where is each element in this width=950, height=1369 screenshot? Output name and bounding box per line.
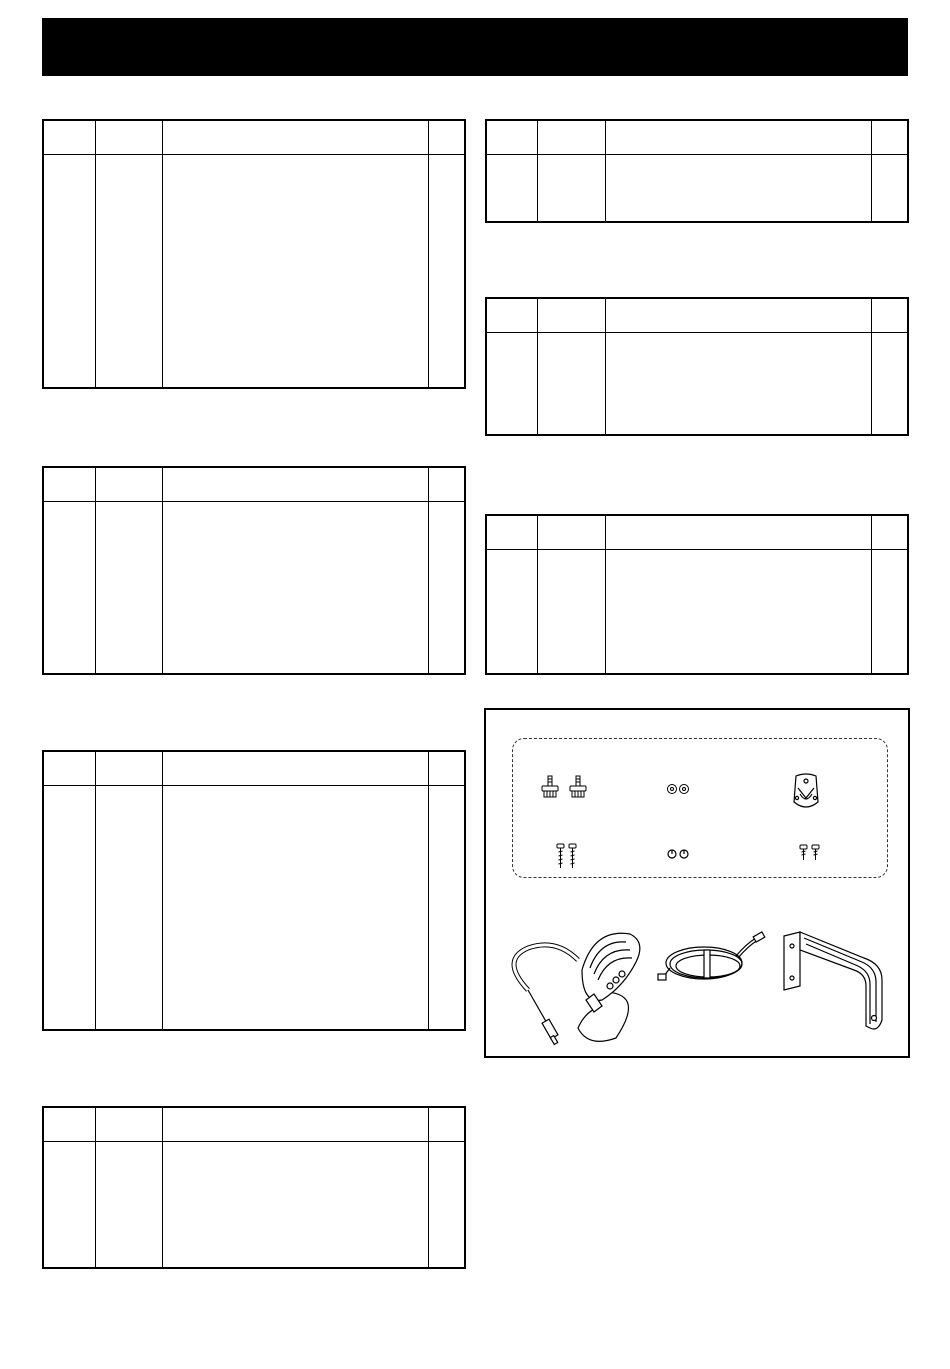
column-header xyxy=(44,121,95,155)
table-body xyxy=(487,155,907,221)
parts-table-6 xyxy=(485,297,909,436)
column-header xyxy=(871,299,907,333)
column-header xyxy=(537,516,605,550)
table-body xyxy=(44,155,464,387)
column-header xyxy=(44,468,95,502)
table-body xyxy=(487,333,907,434)
table-body xyxy=(487,550,907,673)
column-header xyxy=(428,752,464,786)
column-header xyxy=(162,468,428,502)
column-header xyxy=(871,516,907,550)
parts-table-4 xyxy=(42,1106,466,1269)
hand-microphone-icon xyxy=(498,920,658,1050)
supplied-accessories-illustration xyxy=(484,708,910,1058)
column-header xyxy=(487,516,537,550)
column-header xyxy=(487,121,537,155)
column-header xyxy=(605,121,871,155)
column-header xyxy=(95,468,162,502)
column-header xyxy=(537,299,605,333)
parts-table-3 xyxy=(42,750,466,1031)
column-header xyxy=(487,299,537,333)
page-title xyxy=(42,18,908,46)
column-header xyxy=(44,1108,95,1142)
power-cable-icon xyxy=(656,930,766,990)
table-body xyxy=(44,1142,464,1267)
mic-hanger-icon xyxy=(786,772,826,814)
parts-table-5 xyxy=(485,119,909,223)
column-header xyxy=(537,121,605,155)
column-header xyxy=(44,752,95,786)
parts-table-2 xyxy=(42,466,466,675)
parts-table-1 xyxy=(42,119,466,389)
short-screw-icon xyxy=(798,843,822,863)
spring-washer-icon xyxy=(666,847,690,861)
mounting-bracket-icon xyxy=(778,928,896,1036)
column-header xyxy=(871,121,907,155)
column-header xyxy=(605,299,871,333)
column-header xyxy=(95,1108,162,1142)
knob-screw-icon xyxy=(540,774,594,800)
long-screw-icon xyxy=(554,842,580,872)
washer-icon xyxy=(666,782,690,796)
column-header xyxy=(428,468,464,502)
column-header xyxy=(162,1108,428,1142)
column-header xyxy=(95,121,162,155)
column-header xyxy=(162,752,428,786)
parts-table-7 xyxy=(485,514,909,675)
table-body xyxy=(44,786,464,1029)
table-body xyxy=(44,502,464,673)
column-header xyxy=(428,1108,464,1142)
column-header xyxy=(162,121,428,155)
page-header-bar xyxy=(42,18,908,76)
column-header xyxy=(95,752,162,786)
column-header xyxy=(605,516,871,550)
column-header xyxy=(428,121,464,155)
